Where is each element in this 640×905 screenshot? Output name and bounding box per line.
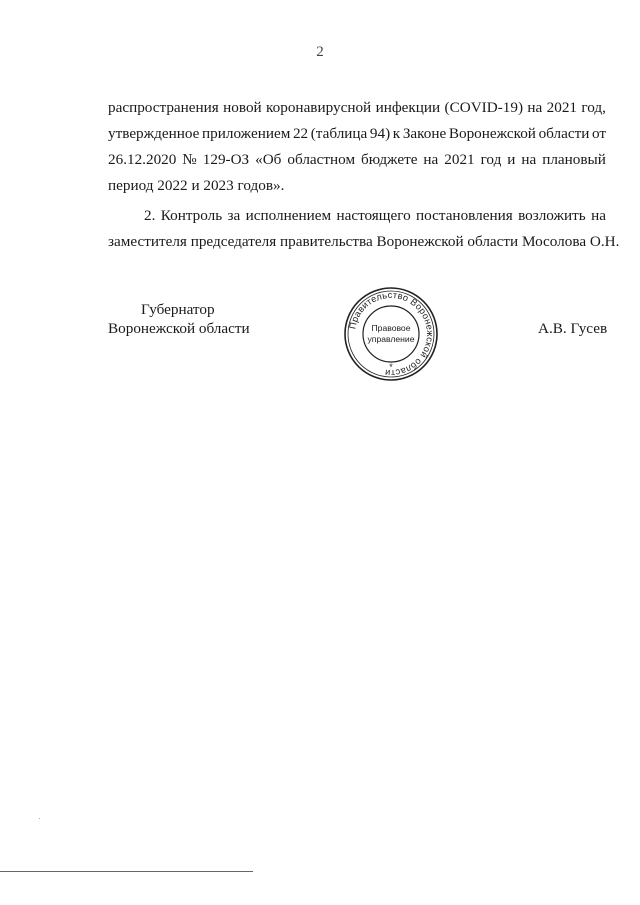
official-stamp: [343, 286, 439, 382]
word: «Об: [255, 151, 282, 168]
word: Контроль: [160, 207, 223, 224]
word: настоящего: [336, 207, 411, 224]
word: на: [423, 151, 439, 168]
word: 2021: [546, 99, 577, 116]
word: возложить: [518, 207, 586, 224]
word: на: [521, 151, 537, 168]
word: областном: [287, 151, 356, 168]
paragraph1-line1: [108, 95, 606, 121]
word: 22: [292, 125, 309, 142]
word: плановый: [542, 151, 606, 168]
word: №: [182, 151, 197, 168]
word: к: [392, 125, 401, 142]
footer-rule: [0, 871, 253, 872]
word: за: [227, 207, 241, 224]
paragraph2-line2: заместителя председателя правительства Воронежской области Мосолова О.Н.: [108, 233, 620, 250]
word: исполнением: [245, 207, 332, 224]
word: постановления: [416, 207, 513, 224]
scan-artifact: [39, 818, 40, 819]
word: коронавирусной: [266, 99, 372, 116]
word: 129-ОЗ: [202, 151, 250, 168]
page-number: 2: [316, 44, 324, 60]
word: бюджете: [361, 151, 418, 168]
stamp-seal-graphic: [343, 286, 439, 382]
word: утвержденное: [108, 125, 200, 142]
paragraph1-line3: [108, 147, 606, 173]
word: на: [591, 207, 606, 224]
word: год,: [581, 99, 606, 116]
signatory-position: [108, 300, 250, 338]
word: приложением: [202, 125, 291, 142]
word: области: [538, 125, 590, 142]
word: (таблица: [310, 125, 368, 142]
word: год: [480, 151, 502, 168]
word: 2.: [144, 207, 156, 224]
word: 2021: [444, 151, 475, 168]
word: новой: [223, 99, 262, 116]
paragraph1-line4: период 2022 и 2023 годов».: [108, 177, 285, 194]
document-body: [108, 95, 620, 255]
position-title: Губернатор: [141, 301, 215, 318]
word: Воронежской: [448, 125, 536, 142]
word: 26.12.2020: [108, 151, 177, 168]
signatory-name: А.В. Гусев: [538, 320, 608, 337]
word: от: [591, 125, 606, 142]
position-region: Воронежской области: [108, 320, 250, 337]
svg-text:Правовое: Правовое: [371, 323, 411, 333]
word: и: [507, 151, 516, 168]
word: 94): [369, 125, 391, 142]
word: распространения: [108, 99, 219, 116]
paragraph1-line2: [108, 121, 606, 147]
svg-text:управление: управление: [367, 334, 415, 344]
word: Законе: [402, 125, 447, 142]
paragraph2-line1: [108, 203, 606, 229]
word: (COVID-19): [444, 99, 523, 116]
svg-text:*: *: [389, 362, 393, 372]
svg-text:Правительство Воронежской обла: Правительство Воронежской области: [347, 289, 436, 379]
word: инфекции: [375, 99, 441, 116]
word: на: [527, 99, 543, 116]
